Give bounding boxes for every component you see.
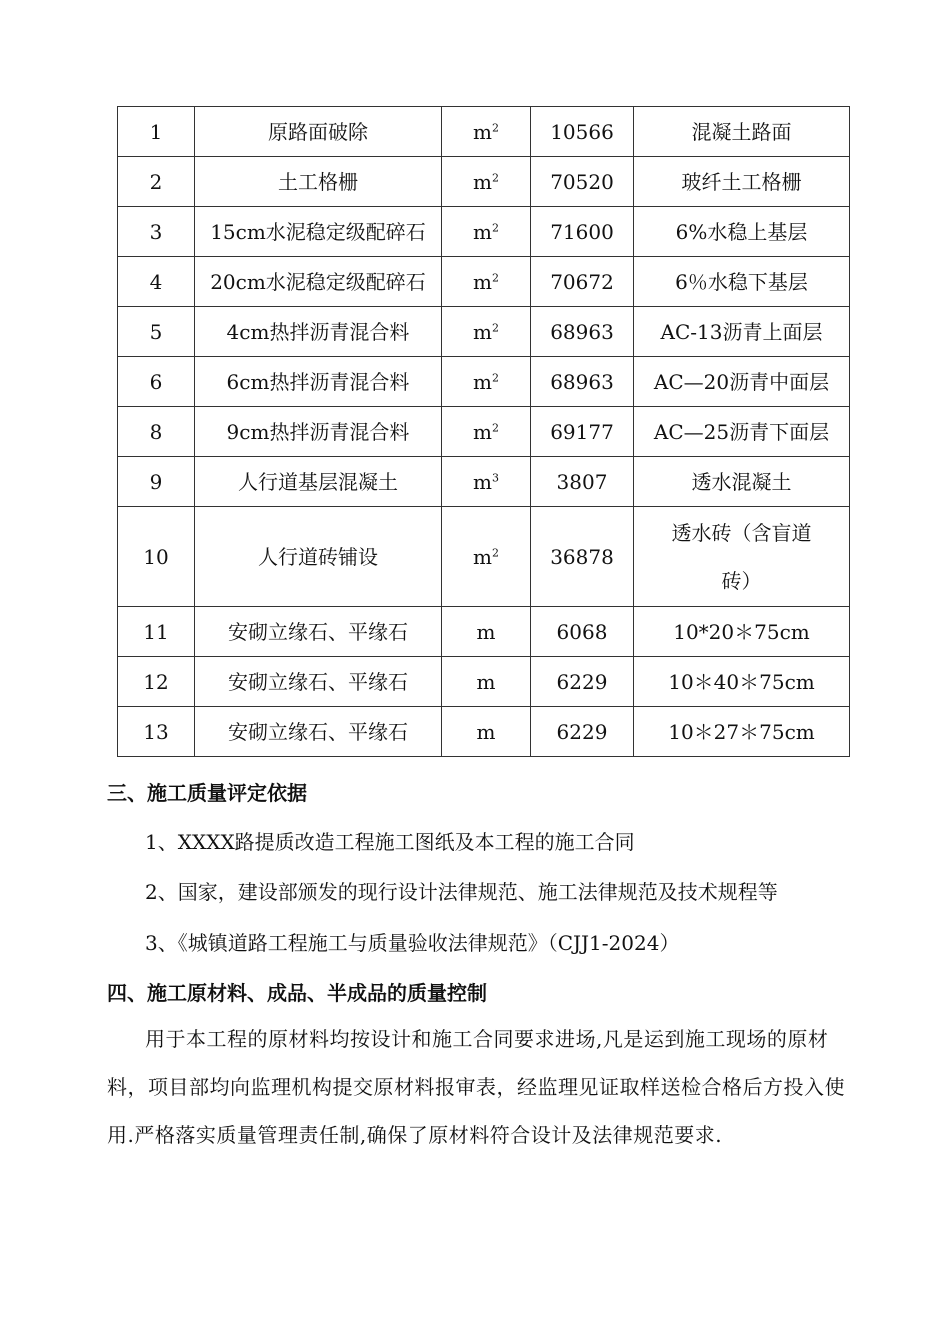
unit-cell [442,107,531,157]
unit-cell [442,257,531,307]
unit: m [473,369,492,394]
unit: m [476,619,496,644]
quantity: 68963 [531,357,634,407]
remark: AC-13沥青上面层 [634,307,850,357]
remark-line: 砖） [721,568,762,593]
quantity: 71600 [531,207,634,257]
basis-item: 1、XXXX路提质改造工程施工图纸及本工程的施工合同 [145,830,635,854]
unit: m [476,669,496,694]
remark: 玻纤土工格栅 [634,157,850,207]
item-name: 安砌立缘石、平缘石 [195,657,442,707]
row-number: 9 [118,457,195,507]
remark: 混凝土路面 [634,107,850,157]
remark: 10＊27＊75cm [634,707,850,757]
item-name: 安砌立缘石、平缘石 [195,707,442,757]
row-number: 1 [118,107,195,157]
unit-cell [442,707,531,757]
table-row [118,607,850,657]
quantity-table [117,106,850,757]
item-name: 9cm热拌沥青混合料 [195,407,442,457]
quantity: 69177 [531,407,634,457]
row-number: 6 [118,357,195,407]
row-number: 10 [118,507,195,607]
item-name: 6cm热拌沥青混合料 [195,357,442,407]
unit: m [473,544,492,569]
remark: 6％水稳下基层 [634,257,850,307]
unit-cell [442,607,531,657]
row-number: 3 [118,207,195,257]
row-number: 4 [118,257,195,307]
unit: m [476,719,496,744]
unit-superscript: 2 [491,420,499,434]
remark: AC—25沥青下面层 [634,407,850,457]
basis-item: 3、《城镇道路工程施工与质量验收法律规范》（CJJ1-2024） [145,931,680,955]
unit: m [473,419,492,444]
section-heading: 三、施工质量评定依据 [107,781,307,805]
unit-superscript: 2 [491,170,499,184]
item-name: 原路面破除 [195,107,442,157]
table-row [118,707,850,757]
unit-superscript: 2 [491,370,499,384]
quantity: 70520 [531,157,634,207]
quantity: 68963 [531,307,634,357]
unit-cell [442,157,531,207]
remark: 透水混凝土 [634,457,850,507]
unit: m [473,169,492,194]
unit: m [473,119,492,144]
row-number: 13 [118,707,195,757]
unit-cell [442,457,531,507]
unit-superscript: 2 [491,320,499,334]
unit-superscript: 2 [491,545,499,559]
row-number: 8 [118,407,195,457]
basis-item: 2、国家，建设部颁发的现行设计法律规范、施工法律规范及技术规程等 [145,880,778,904]
unit: m [473,319,492,344]
unit: m [473,469,492,494]
table-row [118,357,850,407]
item-name: 4cm热拌沥青混合料 [195,307,442,357]
table-row [118,657,850,707]
unit: m [473,269,492,294]
quantity: 6229 [531,707,634,757]
unit-superscript: 2 [491,270,499,284]
item-name: 20cm水泥稳定级配碎石 [195,257,442,307]
unit-superscript: 2 [491,120,499,134]
remark-line: 透水砖（含盲道 [671,520,812,545]
item-name: 安砌立缘石、平缘石 [195,607,442,657]
unit-cell [442,207,531,257]
unit: m [473,219,492,244]
unit-cell [442,507,531,607]
row-number: 2 [118,157,195,207]
item-name: 15cm水泥稳定级配碎石 [195,207,442,257]
table-row [118,107,850,157]
table-row [118,307,850,357]
item-name: 人行道砖铺设 [195,507,442,607]
quantity: 36878 [531,507,634,607]
body-paragraph: 用于本工程的原材料均按设计和施工合同要求进场,凡是运到施工现场的原材料，项目部均向监理机构提交原材料报审表，经监理见证取样送检合格后方投入使用.严格落实质量管理责任制,确保了原材料符合设计及法律规范要求. [107,1027,845,1147]
section-heading: 四、施工原材料、成品、半成品的质量控制 [107,981,487,1005]
table-row [118,207,850,257]
row-number: 5 [118,307,195,357]
table-row [118,407,850,457]
unit-cell [442,407,531,457]
quantity: 6229 [531,657,634,707]
quantity: 6068 [531,607,634,657]
unit-superscript: 3 [491,470,499,484]
remark [634,507,850,607]
table-row [118,507,850,607]
quantity: 10566 [531,107,634,157]
unit-cell [442,357,531,407]
table-row [118,457,850,507]
row-number: 12 [118,657,195,707]
row-number: 11 [118,607,195,657]
quantity: 3807 [531,457,634,507]
table-row [118,257,850,307]
remark: 6%水稳上基层 [634,207,850,257]
quantity: 70672 [531,257,634,307]
item-name: 土工格栅 [195,157,442,207]
remark: 10*20＊75cm [634,607,850,657]
remark: 10＊40＊75cm [634,657,850,707]
item-name: 人行道基层混凝土 [195,457,442,507]
unit-cell [442,657,531,707]
table-row [118,157,850,207]
remark: AC—20沥青中面层 [634,357,850,407]
unit-superscript: 2 [491,220,499,234]
unit-cell [442,307,531,357]
